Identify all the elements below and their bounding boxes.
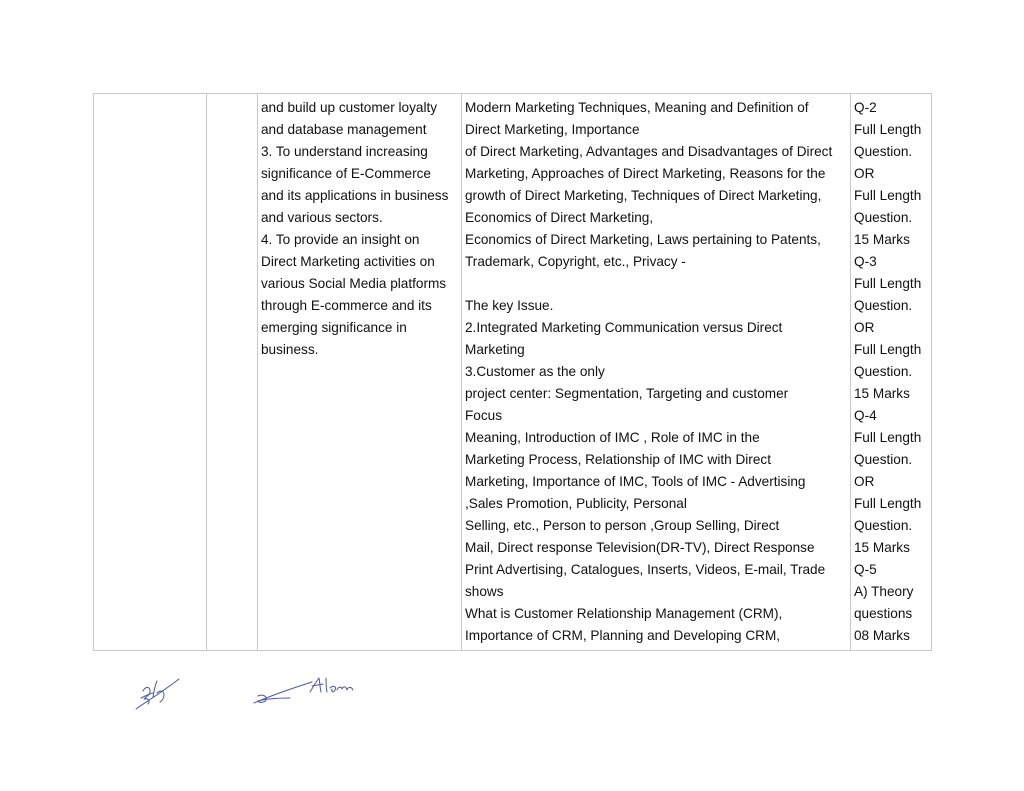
text-line: Q-4 [854, 408, 877, 423]
text-line: Meaning, Introduction of IMC , Role of IMC in the [465, 430, 760, 445]
text-line: Question. [854, 518, 913, 533]
text-line: business. [261, 342, 319, 357]
signature-2-image [250, 672, 360, 708]
text-line: significance of E-Commerce [261, 166, 431, 181]
table-row [94, 94, 932, 651]
signature-1-image [133, 671, 183, 713]
text-line: Full Length [854, 430, 922, 445]
text-line: Full Length [854, 122, 922, 137]
text-line: and build up customer loyalty [261, 100, 438, 115]
text-line: Question. [854, 452, 913, 467]
table-cell-blank-1 [94, 94, 207, 651]
text-line: A) Theory [854, 584, 914, 599]
text-line: through E-commerce and its [261, 298, 432, 313]
text-line: Modern Marketing Techniques, Meaning and Definition of [465, 100, 809, 115]
text-line: emerging significance in [261, 320, 407, 335]
text-line: 15 Marks [854, 386, 910, 401]
text-line: Marketing, Importance of IMC, Tools of IMC - Advertising [465, 474, 806, 489]
text-line: Question. [854, 144, 913, 159]
text-line: Trademark, Copyright, etc., Privacy - [465, 254, 686, 269]
text-line: 2.Integrated Marketing Communication versus Direct [465, 320, 783, 335]
text-line: Direct Marketing, Importance [465, 122, 640, 137]
text-line: project center: Segmentation, Targeting and customer [465, 386, 789, 401]
text-line: OR [854, 474, 875, 489]
text-line: What is Customer Relationship Management (CRM), [465, 606, 783, 621]
table-cell-blank-2 [207, 94, 258, 651]
text-line: Question. [854, 364, 913, 379]
text-line: Marketing Process, Relationship of IMC with Direct [465, 452, 771, 467]
table-cell-marks [851, 94, 932, 651]
text-line: Full Length [854, 276, 922, 291]
text-line: 08 Marks [854, 628, 910, 643]
text-line: Print Advertising, Catalogues, Inserts, Videos, E-mail, Trade [465, 562, 826, 577]
contents-text [465, 97, 848, 647]
text-line: Full Length [854, 496, 922, 511]
text-line: Q-2 [854, 100, 877, 115]
marks-text [854, 97, 929, 647]
text-line: Question. [854, 298, 913, 313]
text-line [465, 273, 848, 295]
text-line: and database management [261, 122, 427, 137]
text-line: OR [854, 320, 875, 335]
text-line: Economics of Direct Marketing, [465, 210, 654, 225]
text-line: growth of Direct Marketing, Techniques of Direct Marketing, [465, 188, 822, 203]
text-line: Economics of Direct Marketing, Laws pertaining to Patents, [465, 232, 821, 247]
text-line: Full Length [854, 342, 922, 357]
text-line: and its applications in business [261, 188, 449, 203]
text-line: 3.Customer as the only [465, 364, 605, 379]
text-line: 4. To provide an insight on [261, 232, 420, 247]
text-line: Full Length [854, 188, 922, 203]
text-line: ,Sales Promotion, Publicity, Personal [465, 496, 687, 511]
text-line: various Social Media platforms [261, 276, 447, 291]
text-line: Q-5 [854, 562, 877, 577]
text-line: Mail, Direct response Television(DR-TV), Direct Response [465, 540, 815, 555]
text-line: 3. To understand increasing [261, 144, 428, 159]
objectives-text [261, 97, 459, 361]
table-cell-contents [462, 94, 851, 651]
table-cell-objectives [258, 94, 462, 651]
text-line: The key Issue. [465, 298, 554, 313]
text-line: Importance of CRM, Planning and Developing CRM, [465, 628, 781, 643]
text-line: Marketing [465, 342, 525, 357]
text-line: Selling, etc., Person to person ,Group Selling, Direct [465, 518, 780, 533]
text-line: and various sectors. [261, 210, 383, 225]
text-line: Question. [854, 210, 913, 225]
text-line: questions [854, 606, 913, 621]
syllabus-table [93, 93, 932, 651]
text-line: 15 Marks [854, 232, 910, 247]
text-line: shows [465, 584, 504, 599]
text-line: Q-3 [854, 254, 877, 269]
text-line: 15 Marks [854, 540, 910, 555]
text-line: Direct Marketing activities on [261, 254, 435, 269]
text-line: of Direct Marketing, Advantages and Disadvantages of Direct [465, 144, 833, 159]
text-line: Focus [465, 408, 503, 423]
text-line: OR [854, 166, 875, 181]
text-line: Marketing, Approaches of Direct Marketing, Reasons for the [465, 166, 826, 181]
